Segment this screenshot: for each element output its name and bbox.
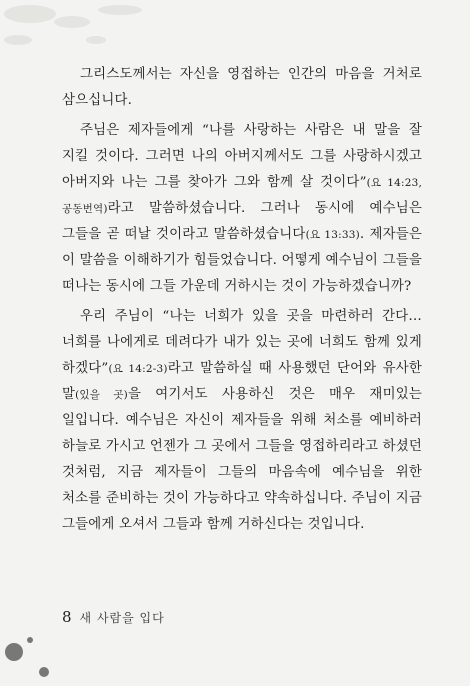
paragraph-3 <box>62 304 422 538</box>
body-text <box>62 62 422 538</box>
scripture-reference: (있을 곳) <box>75 389 128 401</box>
running-book-title: 새 사람을 입다 <box>79 611 165 625</box>
scripture-reference: (요 14:23, 공동번역) <box>62 177 422 215</box>
page-footer <box>62 608 165 626</box>
paragraph-1 <box>62 62 422 114</box>
scripture-reference: (요 14:2-3) <box>108 363 168 375</box>
text-run: 을 여기서도 사용하신 것은 매우 재미있는 일입니다. 예수님은 자신이 제자들을 위해 처소를 예비하러 하늘로 가시고 언젠가 그 곳에서 그들을 영접하리라고 하셨던 것처럼, 지금 제자들이 그들의 마음속에 예수님을 위한 처소를 준비하는 것이 가능하다고 약속하십니다. 주님이 지금 그들에게 오셔서 그들과 함께 거하신다는 것입니다. <box>62 387 422 532</box>
text-run: 라고 말씀하셨습니다. 그러나 동시에 예수님은 그들을 곧 떠날 것이라고 말씀하셨습니다 <box>62 201 422 242</box>
scripture-reference: (요 13:33) <box>305 229 360 241</box>
paragraph-2 <box>62 118 422 300</box>
page-number: 8 <box>62 608 72 626</box>
text-run: . 제자들은 이 말씀을 이해하기가 힘들었습니다. 어떻게 예수님이 그들을 떠나는 동시에 그들 가운데 거하시는 것이 가능하겠습니까? <box>62 227 422 294</box>
text-run: 라고 말씀하실 때 사용했던 단어와 유사한 말 <box>62 361 422 402</box>
text-run: 그리스도께서는 자신을 영접하는 인간의 마음을 거처로 삼으십니다. <box>62 67 422 108</box>
text-run: 우리 주님이 “나는 너희가 있을 곳을 마련하러 간다…너희를 나에게로 데려다가 내가 있는 곳에 너희도 함께 있게 하겠다” <box>62 309 422 376</box>
text-run: 주님은 제자들에게 “나를 사랑하는 사람은 내 말을 잘 지킬 것이다. 그러면 나의 아버지께서도 그를 사랑하시겠고 아버지와 나는 그를 찾아가 그와 함께 살 것이다” <box>62 123 422 190</box>
